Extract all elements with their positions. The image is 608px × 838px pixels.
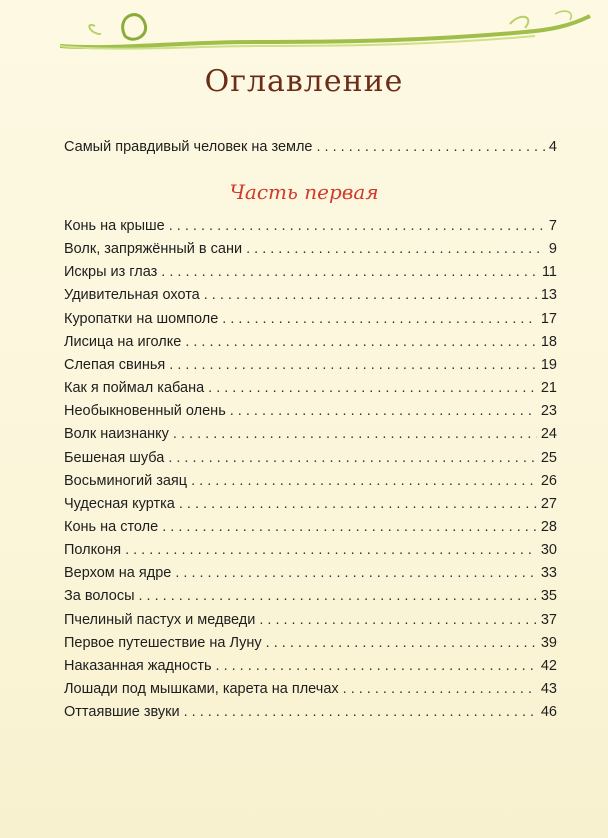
dot-leader <box>266 632 537 654</box>
toc-entry[interactable] <box>64 447 557 469</box>
dot-leader <box>259 609 537 631</box>
part-heading: Часть первая <box>229 180 379 204</box>
toc-entry[interactable] <box>64 354 557 376</box>
toc-entry-title: Волк, запряжённый в сани <box>64 241 243 258</box>
toc-entry[interactable] <box>64 308 557 330</box>
toc-entry-title: Лисица на иголке <box>64 333 182 350</box>
toc-entry-page: 7 <box>548 218 557 234</box>
toc-entry[interactable] <box>64 331 557 353</box>
toc-entry-page: 39 <box>540 634 557 651</box>
toc-entry-title: Куропатки на шомполе <box>64 310 219 327</box>
toc-entry-page: 42 <box>540 657 557 674</box>
dot-leader <box>208 377 537 399</box>
toc-entry-title: Лошади под мышками, карета на плечах <box>64 681 339 697</box>
toc-entry[interactable] <box>64 516 557 538</box>
toc-entry-page: 26 <box>540 472 557 489</box>
toc-entry[interactable] <box>64 238 557 260</box>
toc-entry-title: Верхом на ядре <box>64 565 172 582</box>
toc-entry-page: 28 <box>540 518 557 535</box>
dot-leader <box>246 238 545 260</box>
dot-leader <box>216 655 537 677</box>
toc-entry-title: Пчелиный пастух и медведи <box>64 611 256 628</box>
ribbon-ornament <box>55 6 595 56</box>
toc-entry-page: 43 <box>540 681 557 697</box>
toc-entry-page: 27 <box>540 495 557 512</box>
dot-leader <box>343 678 537 700</box>
toc-entry-title: Как я поймал кабана <box>64 380 205 397</box>
dot-leader <box>173 423 537 445</box>
toc-entry-page: 19 <box>540 356 557 373</box>
dot-leader <box>317 136 545 158</box>
toc-entry-page: 24 <box>540 426 557 443</box>
toc-entry[interactable] <box>64 701 557 723</box>
toc-entry-title: Конь на столе <box>64 518 159 535</box>
toc-entry-title: Необыкновенный олень <box>64 403 226 420</box>
dot-leader <box>191 470 537 492</box>
toc-entry[interactable] <box>64 655 557 677</box>
toc-entry-title: Конь на крыше <box>64 218 165 234</box>
toc-entry-title: Восьминогий заяц <box>64 472 188 489</box>
dot-leader <box>161 261 538 283</box>
toc-entry-title: Бешеная шуба <box>64 449 165 466</box>
toc-entry-title: Самый правдивый человек на земле <box>64 139 313 155</box>
toc-entry-page: 23 <box>540 403 557 420</box>
toc-entry-title: Наказанная жадность <box>64 657 212 674</box>
dot-leader <box>169 354 537 376</box>
toc-entry-page: 13 <box>540 287 557 304</box>
toc-entry[interactable] <box>64 377 557 399</box>
toc-entry-title: Удивительная охота <box>64 287 200 304</box>
toc-entry-page: 30 <box>540 542 557 559</box>
toc-entry-title: Слепая свинья <box>64 356 166 373</box>
toc-entry[interactable] <box>64 562 557 584</box>
toc-entry-title: Искры из глаз <box>64 264 158 281</box>
toc-entry[interactable] <box>64 678 557 700</box>
toc-entry-page: 25 <box>540 449 557 466</box>
dot-leader <box>125 539 537 561</box>
toc-entry-page: 4 <box>548 139 557 155</box>
toc-entry-page: 35 <box>540 588 557 605</box>
dot-leader <box>184 701 537 723</box>
toc-entry-page: 37 <box>540 611 557 628</box>
dot-leader <box>162 516 537 538</box>
toc-entry-page: 33 <box>540 565 557 582</box>
toc-entry[interactable] <box>64 261 557 283</box>
toc-entry-title: Оттаявшие звуки <box>64 704 180 721</box>
toc-entry[interactable] <box>64 423 557 445</box>
toc-entry[interactable] <box>64 400 557 422</box>
toc-entry-title: Первое путешествие на Луну <box>64 634 262 651</box>
toc-entry-page: 9 <box>548 241 557 258</box>
dot-leader <box>175 562 537 584</box>
toc-entry-page: 21 <box>540 380 557 397</box>
dot-leader <box>169 215 545 237</box>
dot-leader <box>185 331 537 353</box>
page-title: Оглавление <box>204 64 404 99</box>
toc-entry[interactable] <box>64 284 557 306</box>
dot-leader <box>222 308 537 330</box>
toc-entry-page: 46 <box>540 704 557 721</box>
dot-leader <box>179 493 537 515</box>
dot-leader <box>204 284 537 306</box>
dot-leader <box>168 447 537 469</box>
toc-entry-page: 18 <box>540 333 557 350</box>
toc-entry-page: 11 <box>541 264 557 281</box>
toc-entry-intro[interactable] <box>64 136 557 158</box>
toc-entry-title: Волк наизнанку <box>64 426 169 443</box>
dot-leader <box>139 585 537 607</box>
toc-entry[interactable] <box>64 470 557 492</box>
toc-entry-page: 17 <box>540 310 557 327</box>
toc-entry-title: За волосы <box>64 588 135 605</box>
toc-entry-title: Чудесная куртка <box>64 495 175 512</box>
toc-entry[interactable] <box>64 632 557 654</box>
dot-leader <box>230 400 537 422</box>
toc-entry[interactable] <box>64 609 557 631</box>
toc-entry[interactable] <box>64 493 557 515</box>
toc-entry[interactable] <box>64 585 557 607</box>
toc-entry[interactable] <box>64 215 557 237</box>
toc-entry[interactable] <box>64 539 557 561</box>
toc-entry-title: Полконя <box>64 542 122 559</box>
